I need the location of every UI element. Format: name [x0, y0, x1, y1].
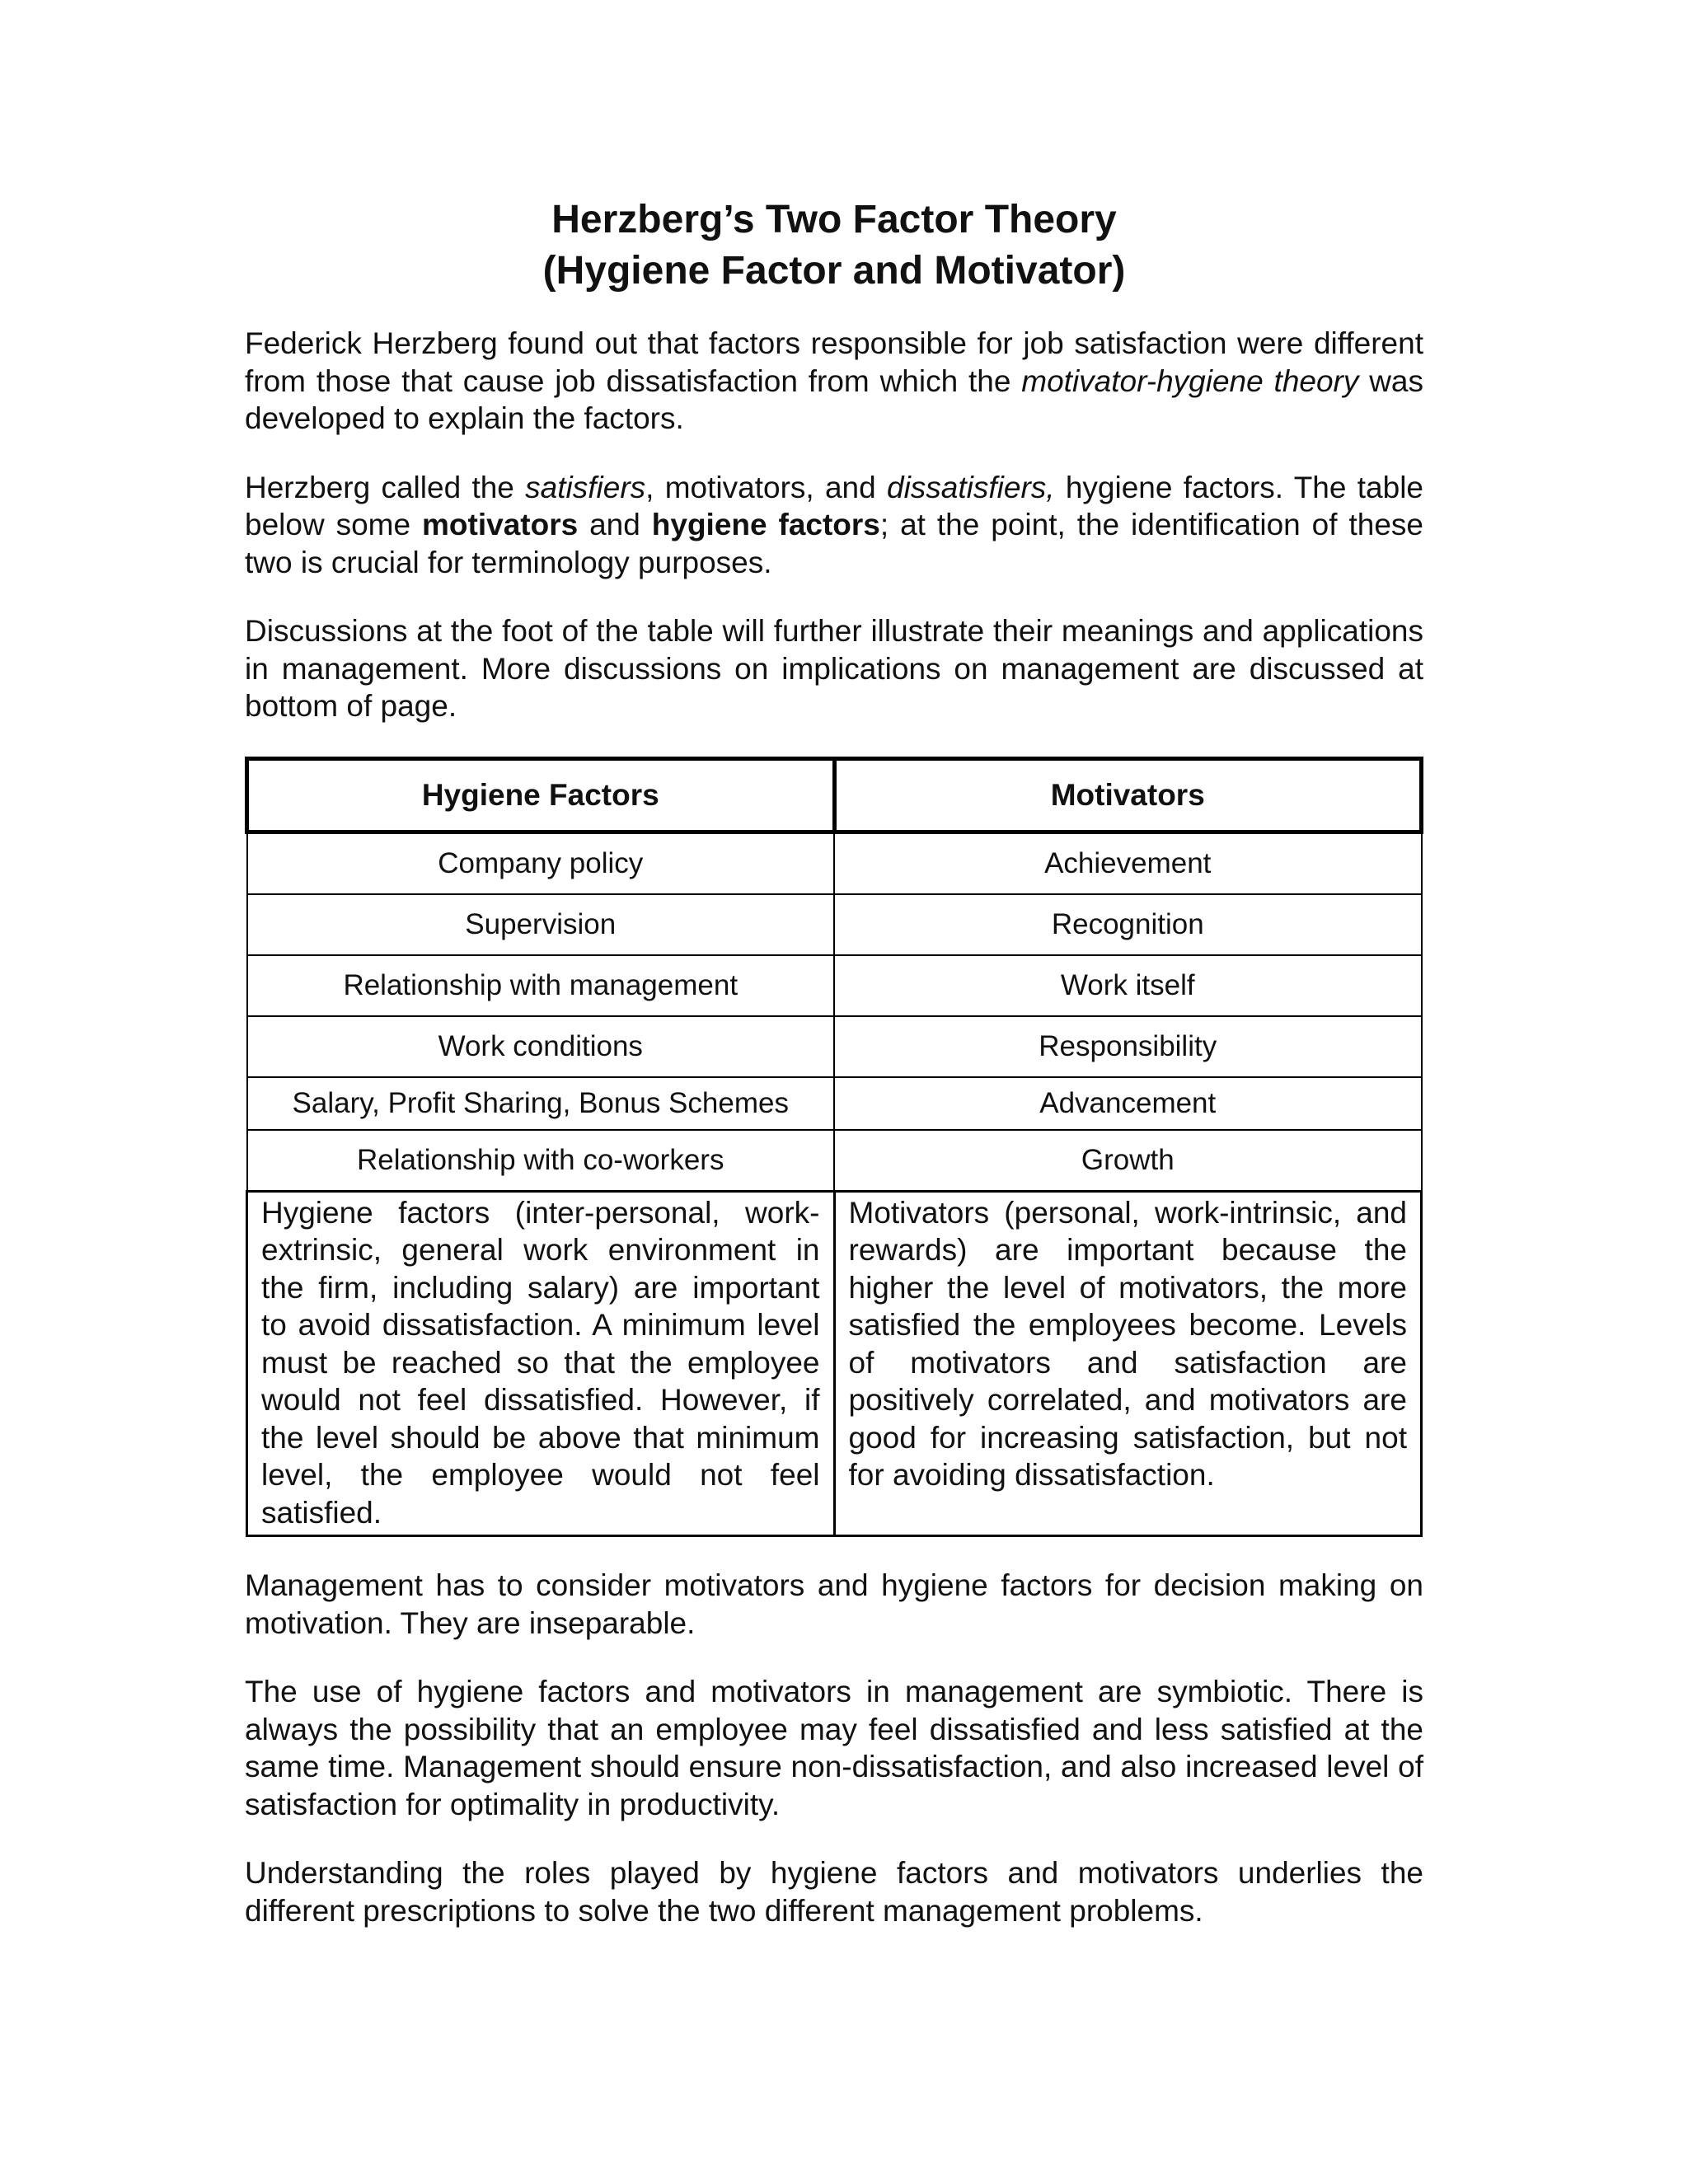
- header-hygiene-factors: Hygiene Factors: [247, 758, 835, 832]
- motivator-cell: Achievement: [834, 832, 1422, 894]
- hygiene-cell: Relationship with management: [247, 955, 835, 1016]
- intro-p1-emphasis: motivator-hygiene theory: [1021, 363, 1359, 398]
- document-page: [245, 194, 1423, 1961]
- motivator-cell: Advancement: [834, 1077, 1422, 1130]
- intro-p2-text-a: Herzberg called the: [245, 470, 526, 504]
- hygiene-cell: Work conditions: [247, 1016, 835, 1077]
- title-line-1: Herzberg’s Two Factor Theory: [551, 198, 1117, 241]
- intro-p2-emphasis-dissatisfiers: dissatisfiers,: [887, 470, 1055, 504]
- factors-table: [245, 757, 1423, 1538]
- header-motivators: Motivators: [834, 758, 1422, 832]
- table-row: [247, 1016, 1422, 1077]
- hygiene-cell: Salary, Profit Sharing, Bonus Schemes: [247, 1077, 835, 1130]
- motivator-description: Motivators (personal, work-intrinsic, and rewards) are important because the higher the level of motivators, the more satisfied the employees become. Levels of motivators and satisfaction are positively correlated, and motivators are good for increasing satisfaction, but not for avoiding dissatisfaction.: [834, 1191, 1422, 1536]
- conclusion-paragraph-3: Understanding the roles played by hygiene factors and motivators underlies the different prescriptions to solve the two different management problems.: [245, 1856, 1423, 1928]
- intro-p1-text-a: Federick Herzberg found out that factors responsible for job satisfaction were different from those that cause job dissatisfaction from which the: [245, 326, 1423, 398]
- motivator-cell: Growth: [834, 1130, 1422, 1192]
- table-row: [247, 832, 1422, 894]
- motivator-cell: Recognition: [834, 894, 1422, 955]
- title-line-2: (Hygiene Factor and Motivator): [542, 249, 1126, 293]
- intro-p2-strong-motivators: motivators: [422, 508, 579, 541]
- table-row: [247, 1130, 1422, 1192]
- table-header-row: [247, 758, 1422, 832]
- page-title: [245, 194, 1423, 297]
- hygiene-cell: Relationship with co-workers: [247, 1130, 835, 1192]
- conclusion-paragraph-1: Management has to consider motivators and hygiene factors for decision making on motivation. They are inseparable.: [245, 1568, 1423, 1640]
- factors-table-container: [245, 757, 1423, 1538]
- intro-p2-strong-hygiene: hygiene factors: [651, 508, 880, 541]
- intro-p2-text-c: hygiene factors. The table below some: [245, 470, 1423, 541]
- motivator-cell: Work itself: [834, 955, 1422, 1016]
- intro-p2-text-b: , motivators, and: [645, 470, 887, 504]
- motivator-cell: Responsibility: [834, 1016, 1422, 1077]
- table-row: [247, 894, 1422, 955]
- table-description-row: [247, 1191, 1422, 1536]
- intro-p2-text-d: and: [578, 508, 652, 541]
- hygiene-cell: Company policy: [247, 832, 835, 894]
- intro-p1-text-b: was developed to explain the factors.: [245, 363, 1424, 435]
- intro-paragraph-2: [245, 469, 1423, 582]
- hygiene-description: Hygiene factors (inter-personal, work-extrinsic, general work environment in the firm, including salary) are important to avoid dissatisfaction. A minimum level must be reached so that the employee would not feel dissatisfied. However, if the level should be above that minimum level, the employee would not feel satisfied.: [247, 1191, 835, 1536]
- table-row: [247, 1077, 1422, 1130]
- hygiene-cell: Supervision: [247, 894, 835, 955]
- intro-p2-emphasis-satisfiers: satisfiers: [525, 470, 646, 504]
- conclusion-paragraph-2: The use of hygiene factors and motivators in management are symbiotic. There is always the possibility that an employee may feel dissatisfied and less satisfied at the same time. Management should ensure non-dissatisfaction, and also increased level of satisfaction for optimality in productivity.: [245, 1675, 1423, 1821]
- table-row: [247, 955, 1422, 1016]
- intro-paragraph-1: [245, 325, 1423, 438]
- intro-paragraph-3: Discussions at the foot of the table will further illustrate their meanings and applications in management. More discussions on implications on management are discussed at bottom of page.: [245, 614, 1423, 723]
- intro-p2-text-e: ; at the point, the identification of these two is crucial for terminology purposes.: [245, 508, 1423, 579]
